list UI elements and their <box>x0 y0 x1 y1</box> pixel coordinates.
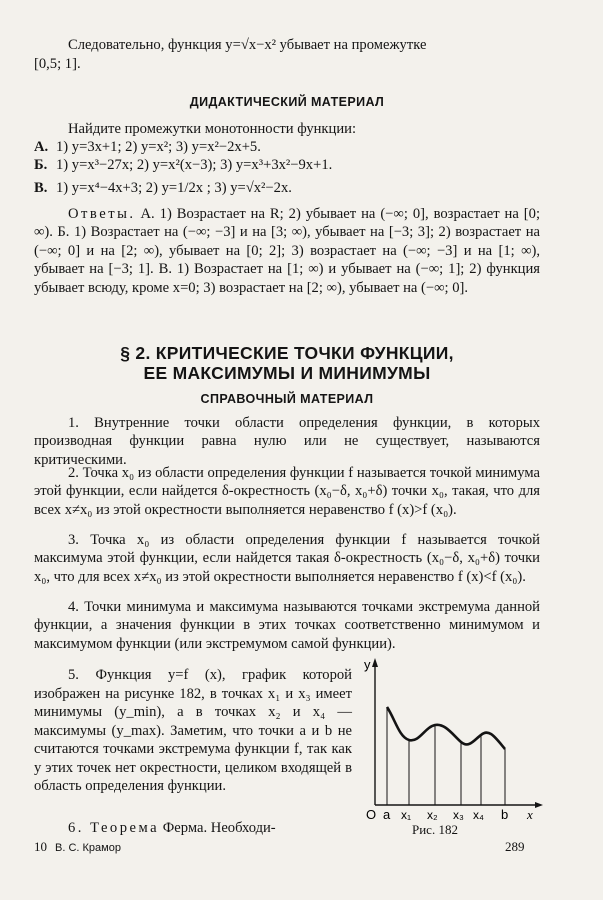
paragraph-5: 5. Функция y=f (x), график которой изображен на рисунке 182, в точках x₁ и x₃ имеет минимумы (y_min), а в точках x₂ и x₄ — максимумы (y_max). Заметим, что точки a и b не считаются точками экстремума функции f, так как у этих точек нет окрестности, целиком входящей в область определения функции. <box>34 667 352 794</box>
theorem-label: 6. Теорема <box>68 820 160 836</box>
figure-caption: Рис. 182 <box>412 822 458 837</box>
signature-text: В. С. Крамор <box>55 842 121 854</box>
paragraph-2: 2. Точка x₀ из области определения функции f называется точкой минимума этой функции, если найдется δ-окрестность (x₀−δ, x₀+δ) точки x₀, такая, что для всех x≠x₀ из этой окрестности выполняется неравенство f (x)>f (x₀). <box>34 465 540 518</box>
top-line-1: Следовательно, функция y=√x−x² убывает на промежутке <box>68 37 427 53</box>
answers-label: Ответы. <box>68 206 136 222</box>
top-line-2: [0,5; 1]. <box>34 56 81 72</box>
exercise-row-b2 <box>34 179 540 197</box>
tick-label-b: b <box>501 807 509 822</box>
tick-label-x2: x₂ <box>427 808 438 822</box>
signature-number: 10 <box>34 839 47 854</box>
function-curve <box>387 707 505 749</box>
y-axis-label: y <box>364 657 371 672</box>
reference-subheading: СПРАВОЧНЫЙ МАТЕРИАЛ <box>200 392 374 406</box>
answers-text: А. 1) Возрастает на R; 2) убывает на (−∞; 0], возрастает на [0; ∞). Б. 1) Возрастает на (−∞; −3] и на [3; ∞), убывает на [−3; 3]; 2) возрастает на (−∞; 0] и на [2; ∞), убывает на [0; 2]; 3) возрастает на (−∞; −3] и на [1; ∞), убывает на [−3; 1]. В. 1) Возрастает на [1; ∞) и убывает на (−∞; 1]; 2) функция убывает всюду, кроме x=0; 3) возрастает на [2; ∞), убывает на (−∞; 0]. <box>34 206 540 296</box>
tick-label-x4: x₄ <box>473 808 484 822</box>
exercise-label-b1: Б. <box>34 157 48 173</box>
page-number: 289 <box>505 839 525 854</box>
exercise-label-b2: В. <box>34 180 48 196</box>
function-graph-figure <box>355 655 543 845</box>
exercise-text-b2: 1) y=x⁴−4x+3; 2) y=1/2x ; 3) y=√x²−2x. <box>56 180 292 196</box>
exercise-row-a <box>34 138 540 156</box>
theorem-text: Ферма. Необходи- <box>162 820 276 836</box>
paragraph-3: 3. Точка x₀ из области определения функции f называется точкой максимума этой функции, если найдется такая δ-окрестность (x₀−δ, x₀+δ) точки x₀, что для всех x≠x₀ из этой окрестности выполняется неравенство f (x)<f (x₀). <box>34 532 540 585</box>
exercise-text-a: 1) y=3x+1; 2) y=x²; 3) y=x²−2x+5. <box>56 139 261 155</box>
exercise-row-b1 <box>34 156 540 174</box>
x-axis-label: x <box>527 807 533 822</box>
tick-label-x1: x₁ <box>401 808 412 822</box>
tick-label-a: a <box>383 807 391 822</box>
section-title-line-1: § 2. КРИТИЧЕСКИЕ ТОЧКИ ФУНКЦИИ, <box>120 343 454 363</box>
tick-label-x3: x₃ <box>453 808 464 822</box>
paragraph-4: 4. Точки минимума и максимума называются точками экстремума данной функции, а значения функции в этих точках соответственно минимумом и максимумом функции (или экстремумом самой функции). <box>34 599 540 652</box>
x-axis-arrow <box>535 802 543 808</box>
exercise-label-a: А. <box>34 139 49 155</box>
section-title-line-2: ЕЕ МАКСИМУМЫ И МИНИМУМЫ <box>143 363 431 383</box>
didactic-intro: Найдите промежутки монотонности функции: <box>68 121 357 137</box>
signature-mark <box>34 839 121 855</box>
origin-label: O <box>366 807 377 822</box>
paragraph-1: 1. Внутренние точки области определения функции, в которых производная функции равна нулю или не существует, называются критическими. <box>34 415 540 468</box>
answers-paragraph <box>34 205 540 297</box>
exercise-text-b1: 1) y=x³−27x; 2) y=x²(x−3); 3) y=x³+3x²−9x+1. <box>56 157 333 173</box>
paragraph-6-start <box>34 819 352 837</box>
y-axis-arrow <box>372 658 378 667</box>
didactic-heading: ДИДАКТИЧЕСКИЙ МАТЕРИАЛ <box>189 95 385 109</box>
